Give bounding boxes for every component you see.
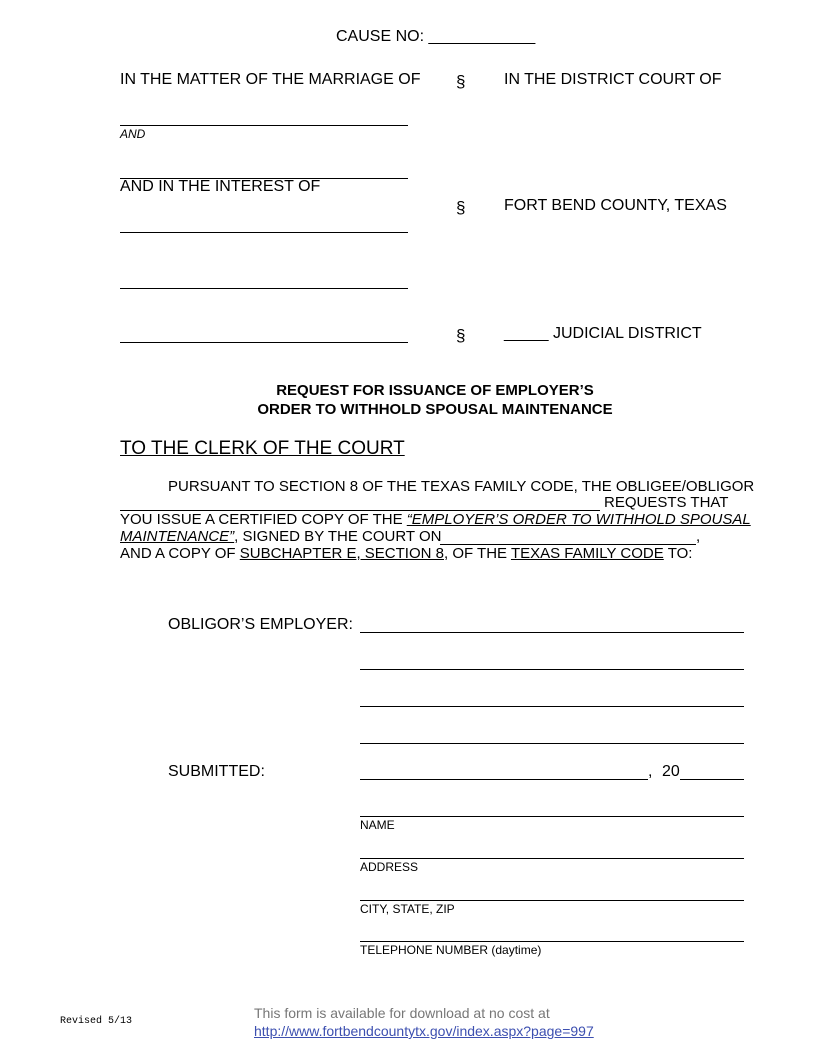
district-number-blank[interactable]: _____ — [504, 325, 549, 342]
copy-of-text: AND A COPY OF — [120, 545, 236, 562]
download-note: This form is available for download at no cost at — [254, 1005, 550, 1021]
body-line-3 — [120, 511, 751, 528]
matter-of-marriage: IN THE MATTER OF THE MARRIAGE OF — [120, 71, 421, 88]
child-name-line-1[interactable] — [120, 232, 408, 233]
name-line[interactable] — [360, 816, 744, 817]
section-symbol-3: § — [456, 326, 466, 345]
judicial-district — [504, 325, 702, 343]
salutation: TO THE CLERK OF THE COURT — [120, 438, 405, 459]
name-caption: NAME — [360, 818, 395, 832]
family-code-ref: TEXAS FAMILY CODE — [510, 545, 664, 562]
cause-no-label: CAUSE NO: — [336, 28, 425, 45]
to-text: TO: — [667, 545, 693, 562]
of-the-text: , OF THE — [443, 545, 508, 562]
cause-number — [336, 28, 535, 46]
signed-date-comma: , — [696, 528, 701, 545]
issue-copy-text: YOU ISSUE A CERTIFIED COPY OF THE — [120, 511, 403, 528]
submitted-date-line[interactable] — [360, 779, 648, 780]
submitted-year-line[interactable] — [680, 779, 744, 780]
spouse-1-name-line[interactable] — [120, 125, 408, 126]
section-symbol-2: § — [456, 198, 466, 217]
in-interest-of: AND IN THE INTEREST OF — [120, 178, 321, 195]
city-state-zip-caption: CITY, STATE, ZIP — [360, 902, 455, 916]
address-caption: ADDRESS — [360, 860, 419, 874]
telephone-line[interactable] — [360, 941, 744, 942]
subchapter-ref: SUBCHAPTER E, SECTION 8 — [239, 545, 444, 562]
body-line-1: PURSUANT TO SECTION 8 OF THE TEXAS FAMILY CODE, THE OBLIGEE/OBLIGOR — [168, 478, 755, 495]
employer-address-line-3[interactable] — [360, 743, 744, 744]
telephone-suffix: (daytime) — [491, 943, 542, 957]
address-line[interactable] — [360, 858, 744, 859]
form-title-line-1: REQUEST FOR ISSUANCE OF EMPLOYER’S — [276, 382, 594, 399]
revised-date: Revised 5/13 — [60, 1016, 133, 1027]
download-link[interactable]: http://www.fortbendcountytx.gov/index.aspx?page=997 — [254, 1023, 594, 1039]
year-prefix: 20 — [662, 763, 680, 780]
child-name-line-2[interactable] — [120, 288, 408, 289]
section-symbol-1: § — [456, 72, 466, 91]
signed-by-text: , SIGNED BY THE COURT ON — [234, 528, 442, 545]
telephone-label: TELEPHONE NUMBER — [360, 943, 489, 957]
order-name-part-2: MAINTENANCE” — [120, 528, 235, 545]
district-court-of: IN THE DISTRICT COURT OF — [504, 71, 722, 88]
city-state-zip-line[interactable] — [360, 900, 744, 901]
employer-name-line[interactable] — [360, 632, 744, 633]
cause-no-blank[interactable]: ____________ — [428, 28, 536, 45]
order-name-part-1: “EMPLOYER’S ORDER TO WITHHOLD SPOUSAL — [406, 511, 751, 528]
telephone-caption — [360, 943, 541, 957]
requests-that: REQUESTS THAT — [604, 494, 729, 511]
body-line-4 — [120, 528, 441, 545]
judicial-district-label: JUDICIAL DISTRICT — [552, 325, 702, 342]
employer-address-line-2[interactable] — [360, 706, 744, 707]
submitted-comma: , — [648, 763, 653, 780]
submitted-label: SUBMITTED: — [168, 763, 265, 780]
employer-address-line-1[interactable] — [360, 669, 744, 670]
county-name: FORT BEND COUNTY, TEXAS — [504, 197, 727, 214]
body-line-5 — [120, 545, 692, 562]
form-title-line-2: ORDER TO WITHHOLD SPOUSAL MAINTENANCE — [257, 401, 613, 418]
and-label: AND — [120, 127, 146, 141]
child-name-line-3[interactable] — [120, 342, 408, 343]
employer-label: OBLIGOR’S EMPLOYER: — [168, 616, 353, 633]
